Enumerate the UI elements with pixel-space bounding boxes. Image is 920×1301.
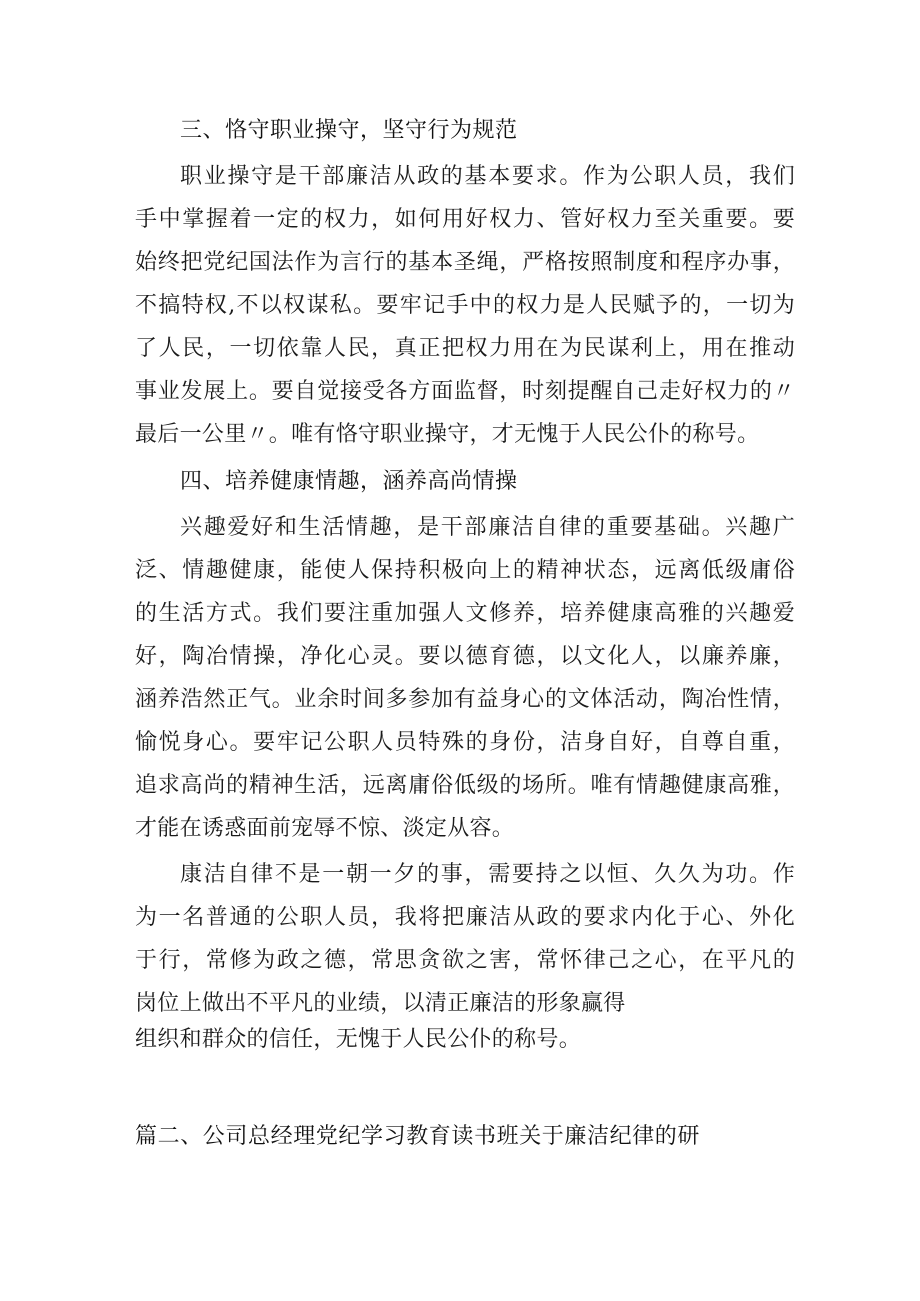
paragraph-line: 的生活方式。我们要注重加强人文修养，培养健康高雅的兴趣爱: [135, 601, 795, 626]
paragraph-line: 好，陶冶情操，净化心灵。要以德育德，以文化人，以廉养廉，: [135, 644, 795, 669]
paragraph-line: 愉悦身心。要牢记公职人员特殊的身份，洁身自好，自尊自重，: [135, 730, 795, 755]
paragraph-line: 始终把党纪国法作为言行的基本圣绳，严格按照制度和程序办事，: [135, 250, 795, 275]
paragraph-line: 泛、情趣健康，能使人保持积极向上的精神状态，远离低级庸俗: [135, 558, 795, 583]
paragraph-line: 岗位上做出不平凡的业绩，以清正廉洁的形象赢得: [135, 991, 626, 1016]
paragraph-line: 职业操守是干部廉洁从政的基本要求。作为公职人员，我们: [180, 164, 795, 189]
part-two-title: 篇二、公司总经理党纪学习教育读书班关于廉洁纪律的研: [135, 1124, 701, 1149]
paragraph-line: 于行，常修为政之德，常思贪欲之害，常怀律己之心，在平凡的: [135, 948, 795, 973]
section-heading-4: 四、培养健康情趣，涵养高尚情操: [180, 469, 518, 494]
paragraph-line: 追求高尚的精神生活，远离庸俗低级的场所。唯有情趣健康高雅，: [135, 773, 795, 798]
paragraph-line: 组织和群众的信任，无愧于人民公仆的称号。: [135, 1027, 582, 1052]
paragraph-line: 手中掌握着一定的权力，如何用好权力、管好权力至关重要。要: [135, 207, 795, 232]
section-heading-3: 三、恪守职业操守，坚守行为规范: [180, 118, 518, 143]
paragraph-line: 兴趣爱好和生活情趣，是干部廉洁自律的重要基础。兴趣广: [180, 515, 795, 540]
paragraph-line: 为一名普通的公职人员，我将把廉洁从政的要求内化于心、外化: [135, 905, 795, 930]
paragraph-line: 了人民，一切依靠人民，真正把权力用在为民谋利上，用在推动: [135, 336, 795, 361]
paragraph-line: 不搞特权,不以权谋私。要牢记手中的权力是人民赋予的，一切为: [135, 293, 795, 318]
paragraph-line: 康洁自律不是一朝一夕的事，需要持之以恒、久久为功。作: [180, 862, 795, 887]
paragraph-line: 事业发展上。要自觉接受各方面监督，时刻提醒自己走好权力的〃: [135, 379, 795, 404]
paragraph-line: 最后一公里〃。唯有恪守职业操守，才无愧于人民公仆的称号。: [135, 422, 760, 447]
paragraph-line: 涵养浩然正气。业余时间多参加有益身心的文体活动，陶冶性情，: [135, 687, 795, 712]
paragraph-line: 才能在诱惑面前宠辱不惊、淡定从容。: [135, 816, 515, 841]
